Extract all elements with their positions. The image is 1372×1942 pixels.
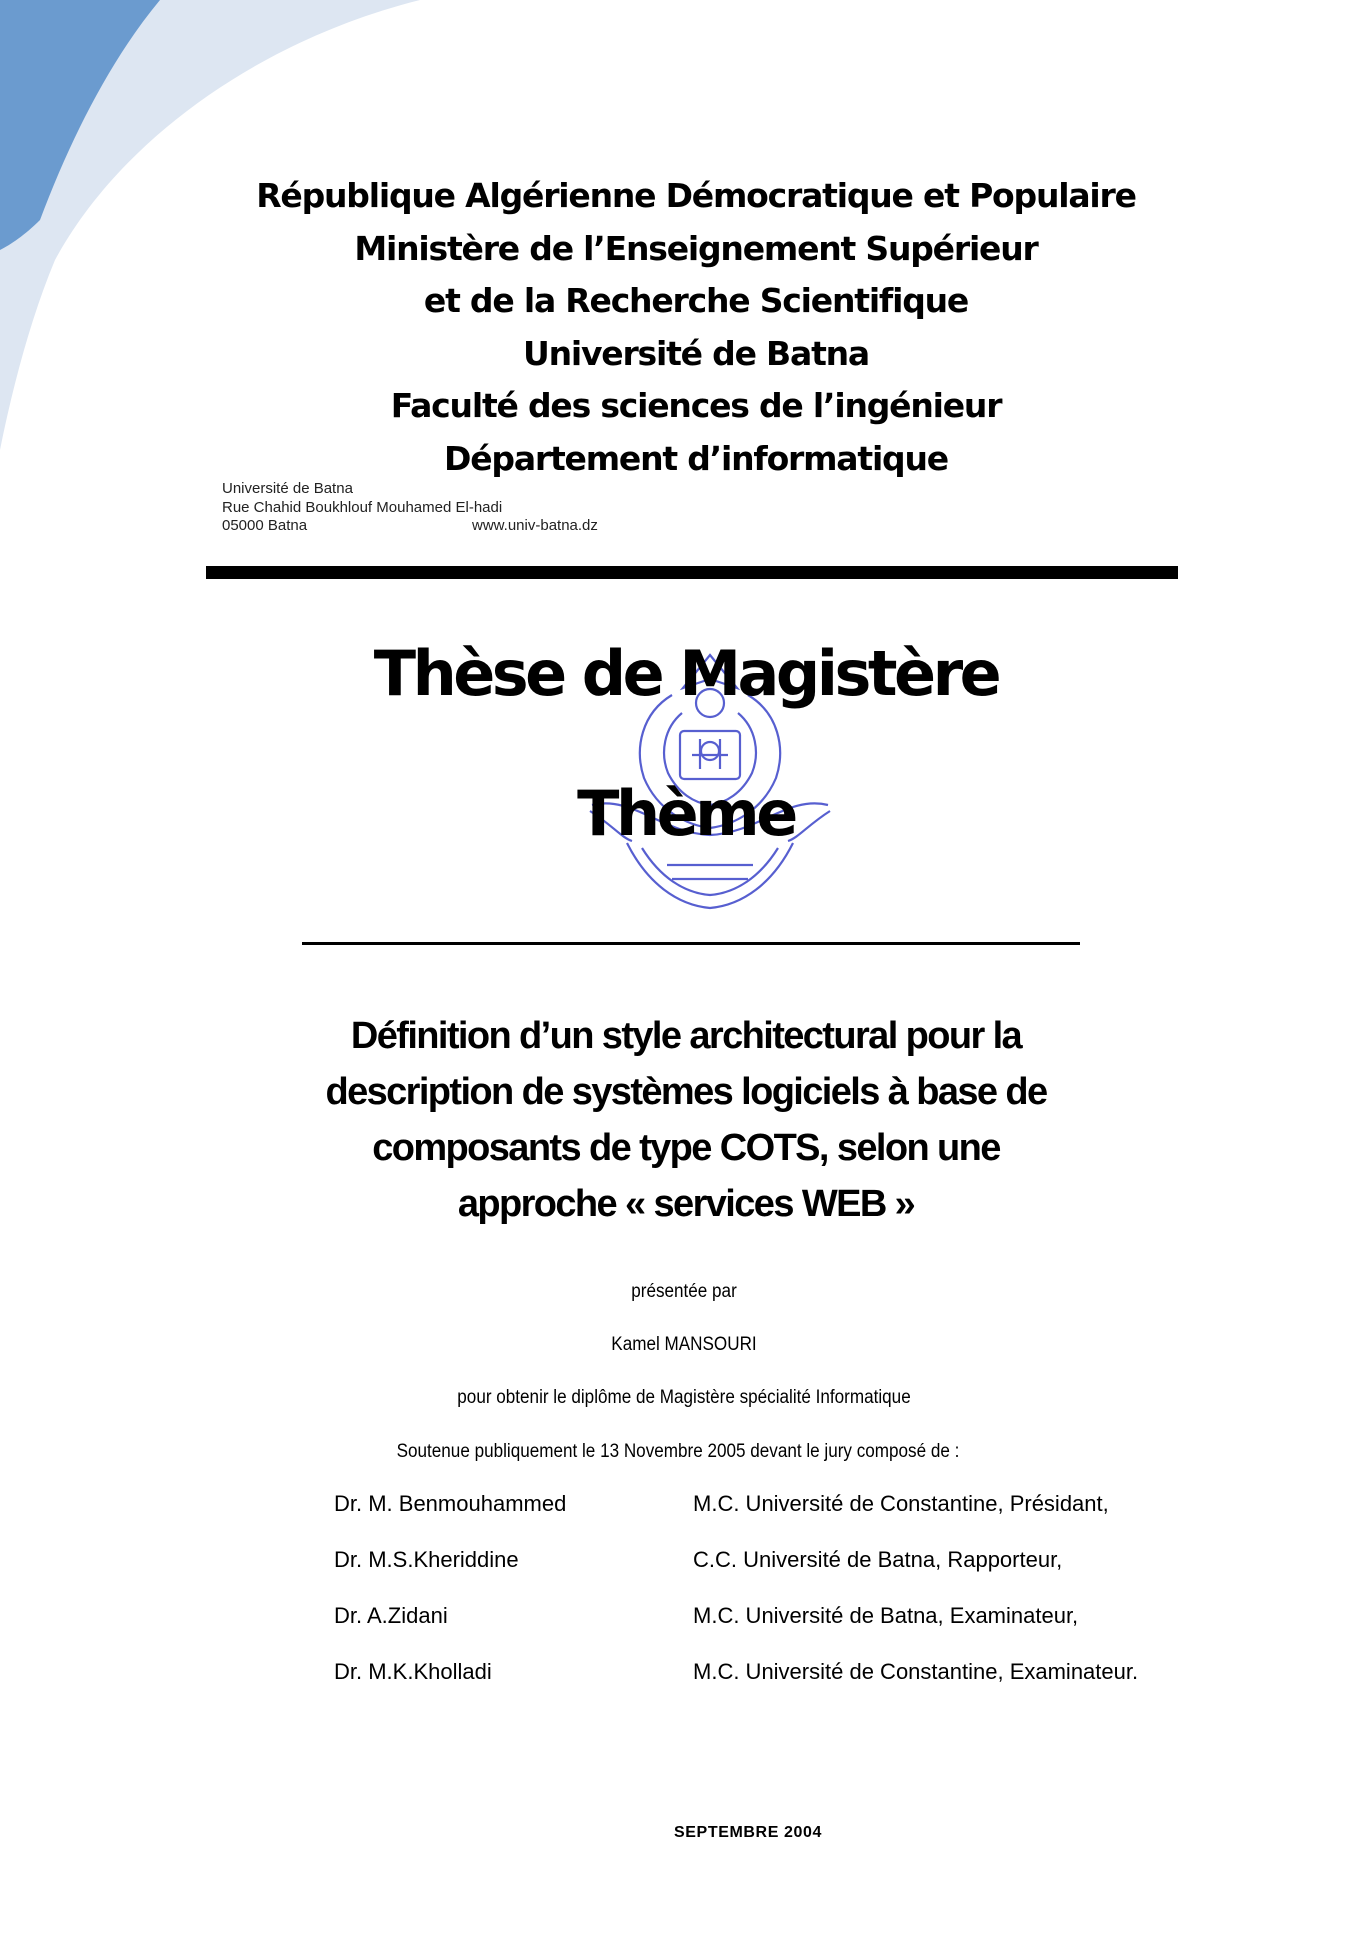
address-line: Université de Batna (222, 480, 353, 497)
jury-member-role: C.C. Université de Batna, Rapporteur, (693, 1547, 1063, 1572)
thesis-title-line: approche « services WEB » (457, 1183, 915, 1225)
header-faculty: Faculté des sciences de l’ingénieur (390, 386, 1002, 425)
university-address (222, 480, 598, 536)
header-country: République Algérienne Démocratique et Populaire (256, 176, 1136, 215)
jury-member-role: M.C. Université de Batna, Examinateur, (693, 1603, 1079, 1628)
thesis-title-line: composants de type COTS, selon une (372, 1127, 1000, 1169)
thesis-title (0, 1008, 1372, 1232)
title-divider (302, 942, 1080, 945)
thesis-title-line: description de systèmes logiciels à base de (325, 1071, 1047, 1113)
jury-member-name: Dr. M. Benmouhammed (334, 1491, 567, 1516)
jury-member-role: M.C. Université de Constantine, Présidant, (693, 1491, 1109, 1516)
jury-row (0, 1659, 1372, 1689)
university-website[interactable]: www.univ-batna.dz (472, 517, 598, 534)
presented-by-label: présentée par (631, 1281, 737, 1302)
degree-purpose: pour obtenir le diplôme de Magistère spécialité Informatique (457, 1387, 911, 1408)
header-ministry-research: et de la Recherche Scientifique (423, 281, 969, 320)
address-line: 05000 Batna (222, 517, 308, 534)
jury-member-name: Dr. A.Zidani (334, 1603, 448, 1628)
defense-statement: Soutenue publiquement le 13 Novembre 2005 devant le jury composé de : (396, 1441, 960, 1462)
jury-member-name: Dr. M.K.Kholladi (334, 1659, 492, 1684)
header-divider (206, 566, 1178, 579)
header-university: Université de Batna (522, 333, 870, 373)
header-ministry: Ministère de l’Enseignement Supérieur (354, 228, 1038, 268)
thesis-type-heading: Thèse de Magistère (373, 637, 999, 710)
theme-heading: Thème (577, 777, 795, 850)
header-department: Département d’informatique (444, 438, 948, 478)
thesis-title-line: Définition d’un style architectural pour la (350, 1015, 1022, 1057)
jury-row (0, 1491, 1372, 1521)
jury-member-name: Dr. M.S.Kheriddine (334, 1547, 519, 1572)
jury-row (0, 1547, 1372, 1577)
jury-member-role: M.C. Université de Constantine, Examinateur. (693, 1659, 1139, 1684)
jury-row (0, 1603, 1372, 1633)
submission-date: SEPTEMBRE 2004 (674, 1824, 823, 1841)
author-name: Kamel MANSOURI (611, 1334, 757, 1355)
institution-header (0, 170, 1372, 485)
address-line: Rue Chahid Boukhlouf Mouhamed El-hadi (222, 498, 503, 516)
